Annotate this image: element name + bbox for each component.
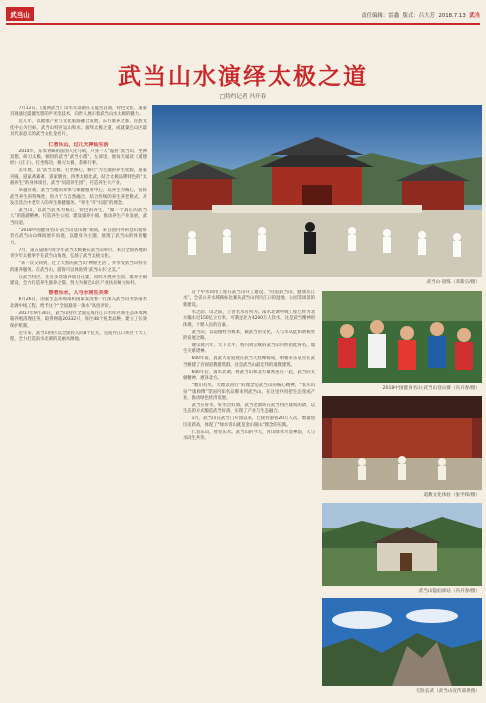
paragraph: 去年底，以“武当太极、打坐修心，修行”为主题的养生度假，道家宫殿、道家斋素斋、道家膳食，四季太极比武，结合太极品牌特色的“太极养生”的身体项目，武当“问道养生园”，打造养生大产业。	[10, 168, 147, 187]
paragraph: 近年来，武当山特区以全面投入的8个亿元，完成丹江口库区十大工程，全力打造南水北调的美丽水源地。	[10, 330, 147, 342]
subheading: 智者乐水，人与水同生共荣	[48, 290, 109, 297]
paragraph: 仁者乐山，智者乐水。武当山的今天，青山绿水尽显神韵，人与水同生共荣。	[183, 429, 315, 442]
paragraph: “来一次又回到，过上天然的武当山‘神仙生活’，并享受武当山特有的康养服务。在武当山，游客可以体验到‘武当山水’之美。”	[10, 261, 147, 273]
subheading: 仁者乐山，过几天神仙生活	[48, 141, 109, 148]
paragraph: 近几年，以健康产业与文化旅游融合发展，东方康养之都、民族文化中心为目标，武当山特区运山和水，演绎太极之道，成就秦巴山区最具代表意义的武当文化金名片。	[10, 119, 147, 138]
paragraph: 6月26日，国家生态环境部和国家发改委一行深入武当山考察南水北调中线工程，给予这个“全国最清一条水”高度评价。	[10, 297, 147, 309]
paragraph: “2018中国健身名山·武当山登山赛”期间，来自国内外的登山爱好者在武当山山峰间展开角逐，以健身为主题，展现了武当山的体育魅力。	[10, 227, 147, 246]
photo-cliff	[322, 598, 482, 686]
paragraph: 在武当特区，还有多处康养项目在建，同时开展养生园、康养小镇建设，全力打造养生康养之都，努力为秦巴山区产业扶贫树立标杆。	[10, 274, 147, 286]
photo-culture-caption: 道教文化体验（张学锋/摄）	[423, 493, 480, 498]
photo-climbing-race	[322, 291, 482, 383]
photo-taoist-culture	[322, 396, 482, 490]
main-photo-caption: 武当山·晨练（邓新宗/摄）	[426, 280, 480, 285]
header-info	[361, 11, 480, 19]
section-name: 武当	[469, 13, 480, 19]
paragraph: 2014年，东农青睐的法国人托马斯，只身一人“隐居”武当山，坐禅冥想，研习太极，顿悟的武当“武当小派”。左部里，他每天诵读《道德经》《庄子》，打坐练功，修习太极，茶师行事。	[10, 148, 147, 167]
paragraph: “数山有水，大地以同行”的理念是武当山的核心精神，“农夫山泉”“康师傅”等国内知名品牌来到武当山，在这里共同把生态变成产业，推动绿色经济发展。	[183, 383, 315, 402]
article-title: 武当山水演绎太极之道	[118, 63, 368, 90]
paragraph: 卓越宫观，武当当地的身体与保健服务中心，以养生为核心，发挥武当养生的特殊性，致力于与自然融合，结合传统的养生养老模式，开发出适合中老年人的养生保健服务。“养生”开“问道”的理念。	[10, 188, 147, 207]
header-rule	[6, 23, 480, 25]
paragraph: 7月12日，《道典武当》山水实景剧在玉虚宫首演，特色文化、道家宫观通过震撼光影的声光电技术，向世人展示着武当山水太极的魅力。	[10, 106, 147, 118]
svg-text:武当山: 武当山	[10, 11, 30, 19]
design-credit: 版式：吕大芳	[402, 13, 435, 19]
left-column	[10, 106, 147, 344]
paragraph: 武当山，以武当武术为核心，特色的养生，“做一个真正的武当人”的旅游精神。打造养生公园，建设康养小镇，推动养生产业发展，武当问道。	[10, 208, 147, 226]
paragraph: 2017年9月30日，武当山特区全面完成丹江口水库区域生态环境网箱养殖清理任务，取得网箱20332只，库区48个鱼类品种，建立了长效保护机制。	[10, 310, 147, 329]
middle-column	[183, 290, 315, 443]
editor-credit: 责任编辑：雷鑫	[361, 13, 400, 19]
byline: □特约记者 冯开春	[219, 94, 267, 100]
photo-station-caption: 武当山隐仙驿站（冯开春/摄）	[418, 589, 480, 594]
paragraph: 谢宗观六年，天下太平，明内剑宗统的武当山内经由此得名。康生灾难诸神。	[183, 343, 315, 355]
photo-cliff-caption: 天险玄武（武当山宣传部供图）	[415, 689, 480, 694]
paragraph: 7月，第五届国内青少年武当太极赛在武当山举行，来自全国各地的青少年太极拳手在武当山角逐，弘扬了武当太极文化。	[10, 247, 147, 260]
paragraph: 武当在好水、好水出好酒，武当老酒坊在武当特区建成的酒，以生态的方式酿造武当好酒，实现了产业与生态融合。	[183, 403, 315, 415]
newspaper-logo	[6, 7, 34, 21]
photo-mountain-station	[322, 503, 482, 586]
paragraph: 武当山，以道德经为根本，做武当的文化，人与水从此和谐相处的发展之路。	[183, 329, 315, 342]
paragraph: 水之韵，山之阳，上善若水有所为。南水北调中线工程已经为北方输水近150亿立方米，可满足北方4200万人饮水，这是武当精神的体现，十堰人民的自豪。	[183, 309, 315, 328]
main-photo-temple-taichi	[152, 105, 482, 277]
paragraph: 首个中水回用工程在武当山开工建设，“问道武当山，健康仅江水”。全省公开水域路标比赛从武当山到丹江口的湿地、公园等场景的新建设。	[183, 290, 315, 308]
paragraph: 600年后，南水北调，将武当山和北方紧密连在一起，武当的太极精神，惠泽北方。	[183, 369, 315, 382]
issue-date: 2018.7.13	[438, 13, 466, 19]
paragraph: 1月，武当山在武当门开园以来，已接待游客20万人次，数量创历史新高，体现了“绿水青山就是金山银山”理念的实践。	[183, 416, 315, 428]
paragraph: 600年前，真武大帝道观在武当天柱峰铸成，明朝永乐皇帝在武当修建了宫观道教建筑群，这是武当山最宏伟的道教建筑。	[183, 356, 315, 368]
photo-climbing-caption: 2018中国健身名山·武当山登山赛（冯开春/摄）	[382, 386, 480, 391]
